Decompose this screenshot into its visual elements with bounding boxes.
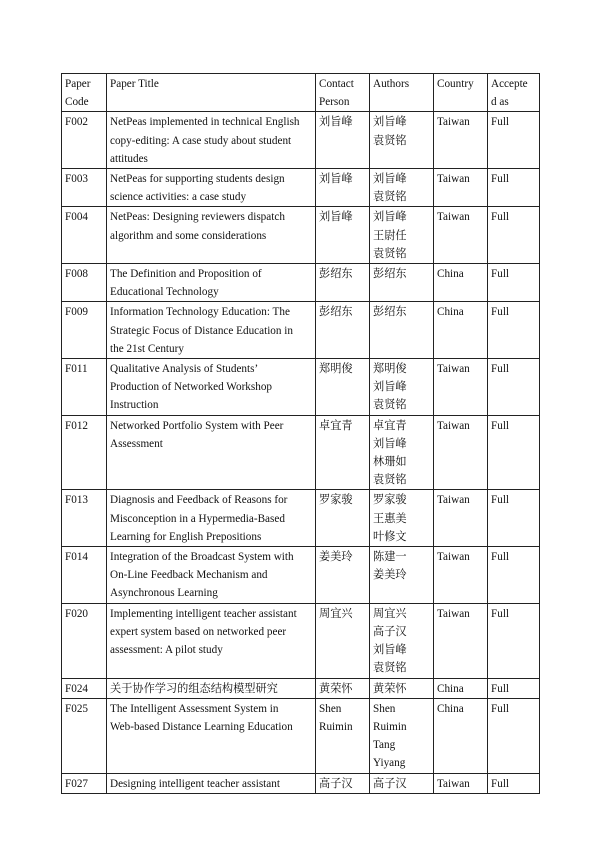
cell-authors (370, 603, 434, 678)
cell-authors-line: 王尉任 (373, 229, 407, 242)
table-row (62, 264, 540, 302)
cell-contact-person-line: 刘旨峰 (319, 211, 353, 224)
cell-paper-title (107, 264, 316, 302)
cell-authors (370, 773, 434, 793)
cell-paper-title-line: The Intelligent Assessment System in (110, 702, 279, 715)
cell-paper-title-line: 关于协作学习的组态结构模型研究 (110, 682, 278, 695)
cell-paper-title-line: Misconception in a Hypermedia-Based (110, 512, 285, 525)
cell-paper-title-line: Designing intelligent teacher assistant (110, 777, 280, 790)
cell-authors (370, 359, 434, 416)
cell-authors-line: 袁贤铭 (373, 662, 407, 675)
cell-paper-code: F011 (62, 359, 107, 416)
cell-paper-title-line: The Definition and Proposition of (110, 268, 262, 281)
cell-accepted-as: Full (488, 112, 540, 169)
cell-paper-code: F012 (62, 415, 107, 490)
cell-contact-person-line: 刘旨峰 (319, 173, 353, 186)
cell-paper-code: F003 (62, 169, 107, 207)
cell-contact-person (316, 359, 370, 416)
cell-authors-line: Yiyang (373, 757, 406, 770)
cell-paper-title-line: Qualitative Analysis of Students’ (110, 363, 259, 376)
cell-authors (370, 112, 434, 169)
cell-authors-line: 刘旨峰 (373, 116, 407, 129)
cell-accepted-as: Full (488, 547, 540, 604)
cell-country: Taiwan (434, 207, 488, 264)
cell-country: Taiwan (434, 112, 488, 169)
cell-paper-code: F004 (62, 207, 107, 264)
cell-paper-title-line: Production of Networked Workshop (110, 381, 273, 394)
cell-accepted-as: Full (488, 264, 540, 302)
cell-paper-code: F024 (62, 678, 107, 698)
cell-accepted-as: Full (488, 490, 540, 547)
header-country: Country (434, 74, 488, 112)
cell-paper-title (107, 415, 316, 490)
cell-authors-line: 林珊如 (373, 456, 407, 469)
cell-paper-title-line: NetPeas: Designing reviewers dispatch (110, 211, 285, 224)
table-row (62, 207, 540, 264)
cell-paper-title-line: On-Line Feedback Mechanism and (110, 569, 268, 582)
cell-contact-person (316, 490, 370, 547)
cell-authors (370, 547, 434, 604)
table-row (62, 112, 540, 169)
cell-contact-person (316, 264, 370, 302)
cell-authors-line: 高子汉 (373, 777, 407, 790)
table-row (62, 773, 540, 793)
cell-country: Taiwan (434, 490, 488, 547)
cell-paper-code: F027 (62, 773, 107, 793)
cell-paper-title-line: science activities: a case study (110, 191, 247, 204)
cell-paper-title (107, 773, 316, 793)
cell-paper-title-line: Integration of the Broadcast System with (110, 551, 294, 564)
cell-contact-person-line: 罗家骏 (319, 494, 353, 507)
cell-authors-line: 袁贤铭 (373, 134, 407, 147)
cell-authors-line: 王惠美 (373, 512, 407, 525)
table-row (62, 547, 540, 604)
cell-contact-person (316, 678, 370, 698)
cell-authors-line: Shen (373, 702, 396, 715)
cell-paper-title-line: algorithm and some considerations (110, 229, 267, 242)
cell-contact-person (316, 603, 370, 678)
cell-authors-line: 刘旨峰 (373, 644, 407, 657)
cell-authors-line: 罗家骏 (373, 494, 407, 507)
table-row (62, 490, 540, 547)
cell-contact-person-line: 彭绍东 (319, 268, 353, 281)
cell-country: China (434, 264, 488, 302)
cell-authors-line: 袁贤铭 (373, 474, 407, 487)
cell-accepted-as: Full (488, 169, 540, 207)
cell-paper-title (107, 490, 316, 547)
cell-country: Taiwan (434, 773, 488, 793)
cell-authors-line: 黄荣怀 (373, 682, 407, 695)
cell-authors (370, 415, 434, 490)
cell-authors-line: 陈建一 (373, 551, 407, 564)
cell-accepted-as: Full (488, 415, 540, 490)
cell-contact-person (316, 415, 370, 490)
table-row (62, 678, 540, 698)
cell-authors (370, 698, 434, 773)
cell-authors (370, 490, 434, 547)
cell-accepted-as: Full (488, 678, 540, 698)
cell-contact-person-line: 黄荣怀 (319, 682, 353, 695)
cell-paper-title-line: NetPeas for supporting students design (110, 173, 285, 186)
cell-contact-person-line: 郑明俊 (319, 363, 353, 376)
cell-contact-person (316, 302, 370, 359)
table-row (62, 169, 540, 207)
cell-paper-title-line: Educational Technology (110, 286, 219, 299)
cell-country: China (434, 698, 488, 773)
header-accepted-as: Accepte d as (488, 74, 540, 112)
cell-paper-code: F020 (62, 603, 107, 678)
cell-contact-person (316, 773, 370, 793)
cell-authors (370, 302, 434, 359)
cell-accepted-as: Full (488, 359, 540, 416)
cell-contact-person-line: 姜美玲 (319, 551, 353, 564)
cell-paper-title-line: assessment: A pilot study (110, 644, 223, 657)
header-row (62, 74, 540, 112)
header-authors: Authors (370, 74, 434, 112)
cell-paper-title (107, 678, 316, 698)
cell-authors-line: 彭绍东 (373, 268, 407, 281)
cell-paper-title-line: Diagnosis and Feedback of Reasons for (110, 494, 288, 507)
cell-paper-title-line: NetPeas implemented in technical English (110, 116, 300, 129)
cell-paper-code: F025 (62, 698, 107, 773)
cell-contact-person (316, 207, 370, 264)
cell-accepted-as: Full (488, 773, 540, 793)
table-row (62, 698, 540, 773)
cell-contact-person-line: Shen (319, 702, 342, 715)
cell-paper-title-line: Asynchronous Learning (110, 587, 218, 600)
cell-paper-code: F008 (62, 264, 107, 302)
cell-paper-title-line: Learning for English Prepositions (110, 530, 262, 543)
cell-authors-line: 叶修文 (373, 530, 407, 543)
cell-paper-code: F013 (62, 490, 107, 547)
cell-paper-title-line: expert system based on networked peer (110, 625, 287, 638)
cell-contact-person-line: 高子汉 (319, 777, 353, 790)
header-paper-code: Paper Code (62, 74, 107, 112)
cell-paper-title-line: Networked Portfolio System with Peer (110, 419, 284, 432)
cell-paper-title-line: Web-based Distance Learning Education (110, 720, 293, 733)
cell-authors-line: 郑明俊 (373, 363, 407, 376)
cell-authors-line: 周宜兴 (373, 607, 407, 620)
cell-paper-title-line: Information Technology Education: The (110, 306, 290, 319)
cell-authors-line: 姜美玲 (373, 569, 407, 582)
cell-authors (370, 207, 434, 264)
cell-authors-line: Tang (373, 739, 396, 752)
cell-paper-title (107, 698, 316, 773)
table-row (62, 603, 540, 678)
table-row (62, 359, 540, 416)
cell-country: Taiwan (434, 603, 488, 678)
cell-contact-person (316, 112, 370, 169)
cell-country: Taiwan (434, 169, 488, 207)
cell-paper-title-line: Implementing intelligent teacher assistant (110, 607, 297, 620)
cell-authors-line: 袁贤铭 (373, 399, 407, 412)
cell-authors (370, 169, 434, 207)
table-row (62, 302, 540, 359)
accepted-papers-table (61, 73, 540, 794)
cell-paper-title-line: copy-editing: A case study about student (110, 134, 292, 147)
cell-authors-line: 刘旨峰 (373, 211, 407, 224)
cell-authors-line: 刘旨峰 (373, 173, 407, 186)
cell-accepted-as: Full (488, 698, 540, 773)
cell-paper-code: F009 (62, 302, 107, 359)
cell-contact-person (316, 698, 370, 773)
cell-paper-title (107, 302, 316, 359)
header-paper-title: Paper Title (107, 74, 316, 112)
cell-authors-line: 刘旨峰 (373, 381, 407, 394)
cell-authors (370, 264, 434, 302)
cell-paper-title (107, 207, 316, 264)
cell-paper-title-line: Instruction (110, 399, 159, 412)
cell-country: China (434, 302, 488, 359)
table-row (62, 415, 540, 490)
cell-paper-title (107, 112, 316, 169)
cell-country: Taiwan (434, 547, 488, 604)
cell-authors-line: 袁贤铭 (373, 247, 407, 260)
cell-contact-person (316, 547, 370, 604)
cell-authors-line: 卓宜青 (373, 419, 407, 432)
table-body (62, 112, 540, 793)
cell-contact-person-line: 周宜兴 (319, 607, 353, 620)
cell-paper-title (107, 547, 316, 604)
cell-paper-title-line: attitudes (110, 152, 148, 165)
cell-paper-title (107, 359, 316, 416)
cell-accepted-as: Full (488, 603, 540, 678)
cell-paper-title-line: Strategic Focus of Distance Education in (110, 324, 293, 337)
cell-paper-title (107, 169, 316, 207)
cell-authors-line: 袁贤铭 (373, 191, 407, 204)
cell-authors-line: 高子汉 (373, 625, 407, 638)
cell-paper-code: F014 (62, 547, 107, 604)
cell-country: Taiwan (434, 415, 488, 490)
cell-contact-person (316, 169, 370, 207)
cell-authors-line: 刘旨峰 (373, 437, 407, 450)
cell-accepted-as: Full (488, 207, 540, 264)
cell-contact-person-line: Ruimin (319, 720, 353, 733)
header-contact-person: Contact Person (316, 74, 370, 112)
cell-authors (370, 678, 434, 698)
cell-authors-line: 彭绍东 (373, 306, 407, 319)
cell-contact-person-line: 彭绍东 (319, 306, 353, 319)
cell-paper-title (107, 603, 316, 678)
cell-country: China (434, 678, 488, 698)
cell-accepted-as: Full (488, 302, 540, 359)
cell-contact-person-line: 刘旨峰 (319, 116, 353, 129)
cell-paper-title-line: Assessment (110, 437, 163, 450)
cell-authors-line: Ruimin (373, 720, 407, 733)
cell-contact-person-line: 卓宜青 (319, 419, 353, 432)
cell-paper-code: F002 (62, 112, 107, 169)
cell-country: Taiwan (434, 359, 488, 416)
cell-paper-title-line: the 21st Century (110, 342, 184, 355)
